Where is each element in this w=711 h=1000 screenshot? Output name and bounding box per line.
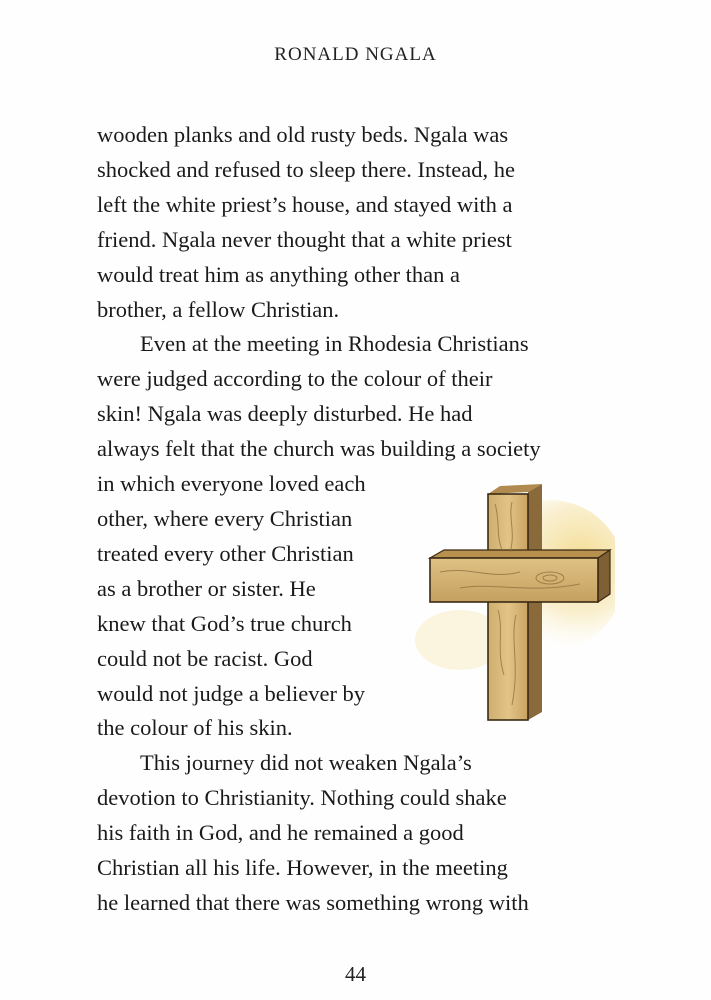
text-line: skin! Ngala was deeply disturbed. He had: [97, 401, 473, 427]
cross-horizontal-front: [430, 558, 598, 602]
text-line: friend. Ngala never thought that a white priest: [97, 226, 512, 252]
text-line: his faith in God, and he remained a good: [97, 820, 464, 846]
cross-vertical-front: [488, 494, 528, 720]
cross-horizontal-end: [598, 550, 610, 602]
text-line: would not judge a believer by: [97, 680, 366, 706]
text-line: shocked and refused to sleep there. Instead, he: [97, 156, 515, 182]
text-line: other, where every Christian: [97, 505, 353, 531]
paragraph-start-line: This journey did not weaken Ngala’s: [140, 750, 472, 776]
running-title: RONALD NGALA: [274, 44, 437, 65]
page-number: 44: [345, 962, 366, 986]
paragraph-start-line: Even at the meeting in Rhodesia Christians: [140, 331, 529, 357]
text-line: wooden planks and old rusty beds. Ngala was: [97, 122, 509, 147]
text-line: would treat him as anything other than a: [97, 261, 461, 287]
text-line: knew that God’s true church: [97, 610, 352, 636]
text-line: always felt that the church was building a society: [97, 436, 541, 462]
text-line: he learned that there was something wrong with: [97, 889, 529, 915]
wooden-cross-icon: [400, 480, 615, 730]
text-line: brother, a fellow Christian.: [97, 296, 340, 322]
text-line: could not be racist. God: [97, 645, 313, 671]
text-line: treated every other Christian: [97, 540, 354, 566]
text-line: left the white priest’s house, and stayed with a: [97, 191, 513, 217]
cross-horizontal-top: [430, 550, 610, 558]
text-line: in which everyone loved each: [97, 471, 366, 497]
text-line: were judged according to the colour of their: [97, 366, 493, 392]
text-line: Christian all his life. However, in the meeting: [97, 855, 508, 881]
text-line: devotion to Christianity. Nothing could shake: [97, 785, 507, 811]
text-line: the colour of his skin.: [97, 715, 293, 741]
text-line: as a brother or sister. He: [97, 575, 316, 601]
